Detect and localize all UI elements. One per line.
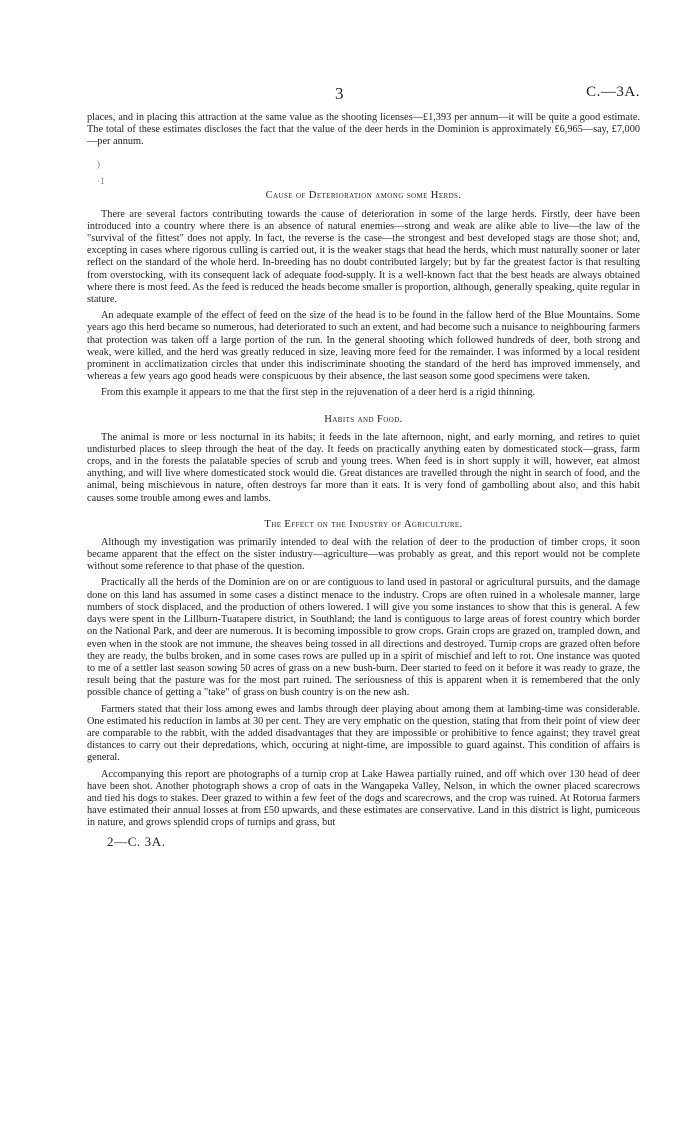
section-heading-deterioration: Cause of Deterioration among some Herds. xyxy=(265,189,462,201)
body-paragraph: The animal is more or less nocturnal in its habits; it feeds in the late afternoon, night, and early morning, and retires to quiet undisturbed places to sleep through the heat of the day. It feeds on practically anything eaten by domesticated stock—grass, farm crops, and in the forests the palatable species of scrub and young trees. When feed is in short supply it will, however, eat almost anything, and will live where domesticated stock would die. Great distances are travelled through the night in search of food, and the animal, being mischievous in nature, often destroys far more than it eats. It is very fond of gambolling about also, and this habit causes some trouble among ewes and lambs. xyxy=(87,431,640,504)
body-paragraph: An adequate example of the effect of feed on the size of the head is to be found in the fallow herd of the Blue Mountains. Some years ago this herd became so numerous, had deteriorated to such an extent, and had become such a nuisance to neighbouring farmers that protection was taken off a large portion of the run. In the general shooting which followed hundreds of deer, both strong and weak, were killed, and the herd was greatly reduced in size, leaving more feed for the remainder. I was informed by a local resident prominent in acclimatization circles that under this indiscriminate shooting the standard of the herd has improved immensely, and whereas a few years ago good heads were conspicuous by their absence, the last season some good specimens were taken. xyxy=(87,310,640,383)
page-header xyxy=(87,84,640,112)
body-paragraph: From this example it appears to me that the first step in the rejuvenation of a deer herd is a rigid thinning. xyxy=(101,387,536,399)
body-paragraph: Although my investigation was primarily intended to deal with the relation of deer to the production of timber crops, it soon became apparent that the effect on the sister industry—agriculture—was probably as great, and this report would not be complete without some reference to that phase of the question. xyxy=(87,536,640,573)
page-number: 3 xyxy=(335,84,344,103)
section-heading-agriculture: The Effect on the Industry of Agriculture. xyxy=(264,518,463,530)
margin-mark: ·1 xyxy=(97,175,105,186)
margin-mark: ) xyxy=(97,158,100,169)
body-paragraph: Farmers stated that their loss among ewes and lambs through deer playing about among them at lambing-time was considerable. One estimated his reduction in lambs at 30 per cent. They are very emphatic on the question, stating that from their point of view deer are comparable to the rabbit, with the added disadvantages that they are impossible or prohibitive to fence against; they travel great distances to carry out their depredations, which, occuring at night-time, are impossible to guard against. This condition of affairs is general. xyxy=(87,703,640,764)
body-paragraph: Practically all the herds of the Dominion are on or are contiguous to land used in pastoral or agricultural pursuits, and the damage done on this land has assumed in some cases a distinct menace to the industry. Crops are often ruined in a wholesale manner, large numbers of stock displaced, and the production of others lowered. I will give you some instances to show that this is general. A few days were spent in the Lillburn-Tuatapere district, in Southland; the land is contiguous to large areas of forest country which border on the National Park, and deer are numerous. It is becoming impossible to grow crops. Grain crops are grazed on, trampled down, and even when in the stook are not immune, the sheaves being tossed in all directions and destroyed. Turnip crops are grazed often before they are ready, the bulbs broken, and in some cases rows are pulled up in a spirit of mischief and left to rot. One instance was quoted to me of a settler last season sowing 50 acres of grass on a new bush-burn. Deer started to feed on it before it was ready to graze, the result being that the pasture was for the most part ruined. The seriousness of this is apparent when it is remembered that the only possible chance of getting a "take" of grass on bush country is on the new ash. xyxy=(87,577,640,699)
section-heading-habits: Habits and Food. xyxy=(324,413,403,425)
page-signature: 2—C. 3A. xyxy=(107,833,166,849)
body-paragraph: There are several factors contributing towards the cause of deterioration in some of the large herds. Firstly, deer have been introduced into a country where there is an absence of natural enemies—strong and weak are alike able to live—the law of the "survival of the fittest" does not apply. In fact, the reverse is the case—the strongest and best developed stags are those shot; and, excepting in cases where rigorous culling is carried out, it is the weaker stags that head the herds, which must naturally sooner or later reflect on the standard of the whole herd. In-breeding has no doubt contributed largely; but by far the greatest factor is that resulting from overstocking, with its consequent lack of adequate food-supply. It is a well-known fact that the best heads are always obtained where there is most feed. As the feed is reduced the heads become smaller is proportion, although, generally speaking, quite regular in stature. xyxy=(87,208,640,306)
body-paragraph: Accompanying this report are photographs of a turnip crop at Lake Hawea partially ruined, and off which over 130 head of deer have been shot. Another photograph shows a crop of oats in the Wangapeka Valley, Nelson, in which the owner placed scarecrows and tied his dogs to stakes. Deer grazed to within a few feet of the dogs and scarecrows, and the crop was ruined. At Rotorua farmers have estimated their annual losses at from £50 upwards, and these estimates are conservative. Land in this district is light, pumiceous in nature, and grows splendid crops of turnips and grass, but xyxy=(87,768,640,829)
document-reference: C.—3A. xyxy=(586,84,640,100)
document-page xyxy=(87,84,640,850)
intro-paragraph: places, and in placing this attraction at the same value as the shooting licenses—£1,393 per annum—it will be quite a good estimate. The total of these estimates discloses the fact that the value of the deer herds in the Dominion is approximately £6,965—say, £7,000—per annum. xyxy=(87,112,640,148)
